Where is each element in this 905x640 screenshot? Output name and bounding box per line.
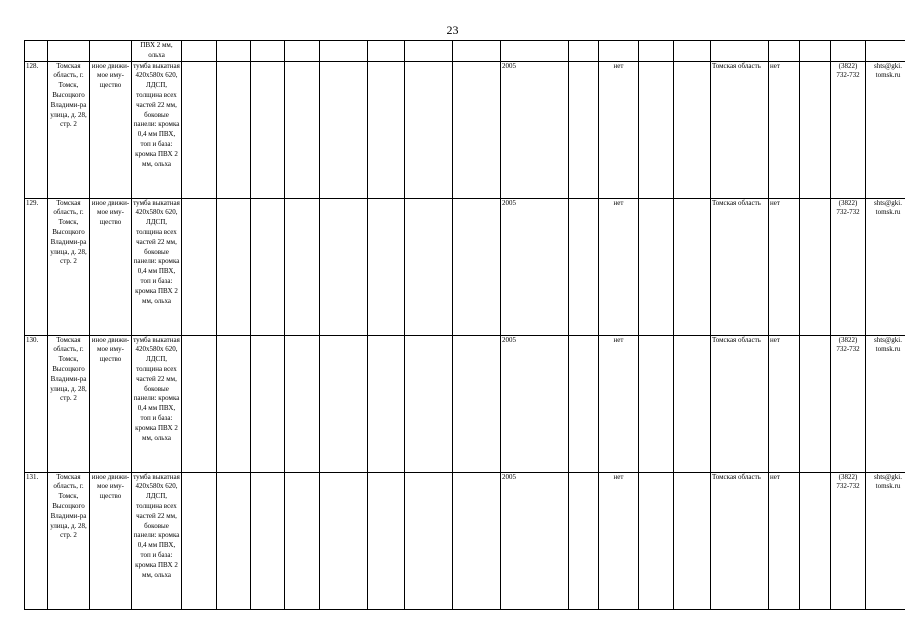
owner-cell: Томская область [711,335,769,472]
year-cell: 2005 [501,472,569,609]
owner-cell: Томская область [711,198,769,335]
flag-cell: нет [599,198,639,335]
continuation-description: ПВХ 2 мм, ольха [132,41,182,62]
continuation-row [25,41,905,62]
table-row [25,472,905,609]
description-cell: тумба выкатная 420х580х 620, ЛДСП, толщина всех частей 22 мм, боковые панели: кромка 0,4 мм ПВХ, топ и база: кромка ПВХ 2 мм, ольха [132,61,182,198]
row-number: 130. [25,335,48,472]
flag-cell: нет [599,335,639,472]
year-cell: 2005 [501,61,569,198]
property-type-cell: иное движи-мое иму-щество [90,198,132,335]
restriction-cell: нет [769,61,800,198]
address-cell: Томская область, г. Томск, Высоцкого Владими-ра улица, д. 28, стр. 2 [48,61,90,198]
property-type-cell: иное движи-мое иму-щество [90,472,132,609]
year-cell: 2005 [501,198,569,335]
email-cell: shts@gki. tomsk.ru [866,472,905,609]
table-row [25,61,905,198]
phone-cell: (3822) 732-732 [831,472,866,609]
email-cell: shts@gki. tomsk.ru [866,335,905,472]
restriction-cell: нет [769,198,800,335]
phone-cell: (3822) 732-732 [831,335,866,472]
row-number: 129. [25,198,48,335]
email-cell: shts@gki. tomsk.ru [866,61,905,198]
description-cell: тумба выкатная 420х580х 620, ЛДСП, толщина всех частей 22 мм, боковые панели: кромка 0,4 мм ПВХ, топ и база: кромка ПВХ 2 мм, ольха [132,335,182,472]
property-type-cell: иное движи-мое иму-щество [90,335,132,472]
row-number: 128. [25,61,48,198]
table-row [25,198,905,335]
address-cell: Томская область, г. Томск, Высоцкого Владими-ра улица, д. 28, стр. 2 [48,198,90,335]
address-cell: Томская область, г. Томск, Высоцкого Владими-ра улица, д. 28, стр. 2 [48,335,90,472]
phone-cell: (3822) 732-732 [831,61,866,198]
property-registry-table [24,40,905,610]
owner-cell: Томская область [711,61,769,198]
description-cell: тумба выкатная 420х580х 620, ЛДСП, толщина всех частей 22 мм, боковые панели: кромка 0,4 мм ПВХ, топ и база: кромка ПВХ 2 мм, ольха [132,198,182,335]
flag-cell: нет [599,472,639,609]
property-type-cell: иное движи-мое иму-щество [90,61,132,198]
owner-cell: Томская область [711,472,769,609]
description-cell: тумба выкатная 420х580х 620, ЛДСП, толщина всех частей 22 мм, боковые панели: кромка 0,4 мм ПВХ, топ и база: кромка ПВХ 2 мм, ольха [132,472,182,609]
restriction-cell: нет [769,472,800,609]
flag-cell: нет [599,61,639,198]
year-cell: 2005 [501,335,569,472]
address-cell: Томская область, г. Томск, Высоцкого Владими-ра улица, д. 28, стр. 2 [48,472,90,609]
row-number: 131. [25,472,48,609]
email-cell: shts@gki. tomsk.ru [866,198,905,335]
restriction-cell: нет [769,335,800,472]
page-number: 23 [446,23,459,37]
phone-cell: (3822) 732-732 [831,198,866,335]
table-row [25,335,905,472]
